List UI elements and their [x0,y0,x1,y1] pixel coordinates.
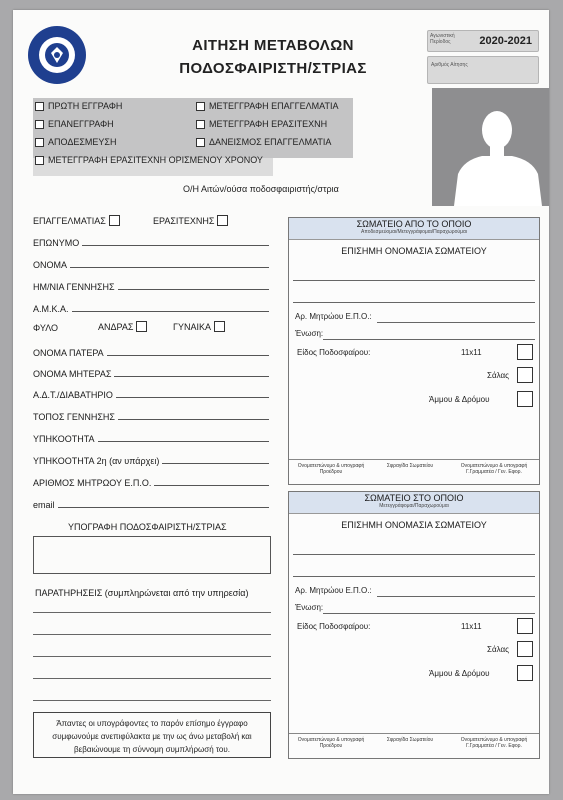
club-stamp-label: Σφραγίδα Σωματείου [386,737,434,743]
club-to-type-hall: Σάλας [487,645,509,654]
club-to-official-name-label: ΕΠΙΣΗΜΗ ΟΝΟΜΑΣΙΑ ΣΩΜΑΤΕΙΟΥ [341,520,487,530]
person-silhouette-icon [432,88,549,206]
field-line[interactable] [114,376,269,377]
amateur-label: ΕΡΑΣΙΤΕΧΝΗΣ [153,215,215,226]
club-to-field-type-label: Είδος Ποδοσφαίρου: [297,622,371,631]
club-from-name-line[interactable] [293,302,535,303]
club-from-registry-line[interactable] [377,322,535,323]
club-to-type-11x11: 11x11 [461,622,482,631]
secretary-signature-label: Ονοματεπώνυμο & υπογραφή Γ.Γραμματέα / Γεν. Εφορ. [460,463,528,475]
president-signature-label: Ονοματεπώνυμο & υπογραφή Προέδρου [297,737,365,749]
player-signature-box[interactable] [33,536,271,574]
field-line[interactable] [118,419,269,420]
club-from-name-line[interactable] [293,280,535,281]
club-to-registry-line[interactable] [377,596,535,597]
checkbox[interactable] [196,138,205,147]
field-line[interactable] [118,289,269,290]
club-from-subtitle: Αποδεσμεύομαι/Μετεγγράφομαι/Παραχωρούμαι [361,229,467,235]
club-from-header [289,218,539,240]
checkbox[interactable] [196,120,205,129]
club-from-field-type-label: Είδος Ποδοσφαίρου: [297,348,371,357]
checkbox[interactable] [35,138,44,147]
email-field[interactable] [33,498,269,510]
option-label: ΔΑΝΕΙΣΜΟΣ ΕΠΑΓΓΕΛΜΑΤΙΑ [209,137,332,147]
club-from-11x11-checkbox[interactable] [517,344,533,360]
father-name-field[interactable] [33,346,269,358]
field-label: ΥΠΗΚΟΟΤΗΤΑ 2η (αν υπάρχει) [33,456,160,466]
field-label: ΗΜ/ΝΙΑ ΓΕΝΝΗΣΗΣ [33,282,115,292]
club-from-type-sand: Άμμου & Δρόμου [429,395,490,404]
professional-label: ΕΠΑΓΓΕΛΜΑΤΙΑΣ [33,215,106,226]
field-label: email [33,500,55,510]
option-reregistration[interactable] [35,119,114,129]
id-passport-field[interactable] [33,388,269,400]
field-label: ΕΠΩΝΥΜΟ [33,238,80,248]
club-to-union-label: Ένωση: [295,603,324,612]
second-citizenship-field[interactable] [33,454,269,466]
season-value: 2020-2021 [479,35,532,47]
option-pro-transfer[interactable] [196,101,338,111]
club-from-signatures [289,460,539,484]
club-to-signatures [289,734,539,758]
club-to-sand-checkbox[interactable] [517,665,533,681]
name-field[interactable] [33,258,269,270]
club-to-subtitle: Μετεγγράφομαι/Παραχωρούμαι [379,503,449,509]
remarks-line[interactable] [33,678,271,679]
club-stamp-label: Σφραγίδα Σωματείου [386,463,434,469]
checkbox[interactable] [196,102,205,111]
club-to-name-line[interactable] [293,554,535,555]
type-label: 11x11 [461,348,482,357]
field-line[interactable] [58,507,269,508]
field-line[interactable] [82,245,269,246]
application-number-field[interactable] [427,56,539,84]
option-label: ΜΕΤΕΓΓΡΑΦΗ ΕΠΑΓΓΕΛΜΑΤΙΑ [209,101,339,111]
amateur-option[interactable] [153,215,228,226]
club-from-hall-checkbox[interactable] [517,367,533,383]
title-line-2: ΠΟΔΟΣΦΑΙΡΙΣΤΗ/ΣΤΡΙΑΣ [179,60,367,77]
club-from-registry-label: Αρ. Μητρώου Ε.Π.Ο.: [295,312,372,321]
club-to-type-sand: Άμμου & Δρόμου [429,669,490,678]
option-label: ΑΠΟΔΕΣΜΕΥΣΗ [48,137,117,147]
club-from-official-name-label: ΕΠΙΣΗΜΗ ΟΝΟΜΑΣΙΑ ΣΩΜΑΤΕΙΟΥ [341,246,487,256]
amateur-checkbox[interactable] [217,215,228,226]
field-line[interactable] [107,355,269,356]
form-title [153,34,393,80]
field-label: Α.Δ.Τ./ΔΙΑΒΑΤΗΡΙΟ [33,390,113,400]
field-label: ΤΟΠΟΣ ΓΕΝΝΗΣΗΣ [33,412,115,422]
club-from-union-line[interactable] [323,339,535,340]
professional-option[interactable] [33,215,120,226]
club-to-title: ΣΩΜΑΤΕΙΟ ΣΤΟ ΟΠΟΙΟ [364,493,464,503]
female-label: ΓΥΝΑΙΚΑ [173,321,211,332]
photo-placeholder[interactable] [432,88,549,206]
club-from-union-label: Ένωση: [295,329,324,338]
club-from-type-hall: Σάλας [487,371,509,380]
option-pro-loan[interactable] [196,137,331,147]
male-option[interactable] [98,321,147,332]
field-line[interactable] [162,463,269,464]
field-label: ΟΝΟΜΑ [33,260,68,270]
remarks-line[interactable] [33,656,271,657]
option-label: ΕΠΑΝΕΓΓΡΑΦΗ [48,119,114,129]
field-label: ΥΠΗΚΟΟΤΗΤΑ [33,434,95,444]
citizenship-field[interactable] [33,432,269,444]
applicant-subtitle: Ο/Η Αιτών/ούσα ποδοσφαιριστής/στρια [183,184,339,194]
female-option[interactable] [173,321,225,332]
hff-logo [27,25,87,85]
mother-name-field[interactable] [33,367,269,379]
birthplace-field[interactable] [33,410,269,422]
application-form [13,10,549,794]
birthdate-field[interactable] [33,280,269,292]
checkbox[interactable] [35,120,44,129]
gender-label: ΦΥΛΟ [33,323,59,333]
option-release[interactable] [35,137,116,147]
surname-field[interactable] [33,236,269,248]
female-checkbox[interactable] [214,321,225,332]
club-to-registry-label: Αρ. Μητρώου Ε.Π.Ο.: [295,586,372,595]
checkbox[interactable] [35,102,44,111]
club-to-11x11-checkbox[interactable] [517,618,533,634]
player-signature-title: ΥΠΟΓΡΑΦΗ ΠΟΔΟΣΦΑΙΡΙΣΤΗ/ΣΤΡΙΑΣ [68,522,227,532]
application-number-label: Αριθμός Αίτησης [431,62,468,68]
club-to-section [288,491,540,759]
field-line[interactable] [154,485,269,486]
remarks-line[interactable] [33,634,271,635]
club-from-title: ΣΩΜΑΤΕΙΟ ΑΠΟ ΤΟ ΟΠΟΙΟ [356,219,472,229]
option-label: ΜΕΤΕΓΓΡΑΦΗ ΕΡΑΣΙΤΕΧΝΗ ΟΡΙΣΜΕΝΟΥ ΧΡΟΝΟΥ [48,155,263,165]
field-label: Α.Μ.Κ.Α. [33,304,69,314]
title-line-1: ΑΙΤΗΣΗ ΜΕΤΑΒΟΛΩΝ [192,37,354,54]
club-from-type-11x11[interactable] [461,348,482,357]
option-fixed-term-transfer[interactable] [35,155,263,165]
checkbox[interactable] [35,156,44,165]
option-first-registration[interactable] [35,101,122,111]
season-box [427,30,539,52]
male-checkbox[interactable] [136,321,147,332]
field-label: ΑΡΙΘΜΟΣ ΜΗΤΡΩΟΥ Ε.Π.Ο. [33,478,152,488]
male-label: ΑΝΔΡΑΣ [98,321,134,332]
amka-field[interactable] [33,302,269,314]
field-line[interactable] [116,397,269,398]
field-label: ΟΝΟΜΑ ΜΗΤΕΡΑΣ [33,369,112,379]
option-label: ΜΕΤΕΓΓΡΑΦΗ ΕΡΑΣΙΤΕΧΝΗ [209,119,328,129]
secretary-signature-label: Ονοματεπώνυμο & υπογραφή Γ.Γραμματέα / Γεν. Εφορ. [460,737,528,749]
club-to-hall-checkbox[interactable] [517,641,533,657]
season-label: Αγωνιστική Περίοδος [430,33,455,45]
remarks-line[interactable] [33,612,271,613]
field-label: ΟΝΟΜΑ ΠΑΤΕΡΑ [33,348,104,358]
field-line[interactable] [72,311,269,312]
remarks-line[interactable] [33,700,271,701]
club-to-name-line[interactable] [293,576,535,577]
professional-checkbox[interactable] [109,215,120,226]
field-line[interactable] [98,441,269,442]
option-amateur-transfer[interactable] [196,119,327,129]
registry-number-field[interactable] [33,476,269,488]
agreement-notice: Άπαντες οι υπογράφοντες το παρόν επίσημο έγγραφο συμφωνούμε ανεπιφύλακτα με την ως άνω μεταβολή και βεβαιώνουμε τη σύννομη συμπλήρωσή του. [33,712,271,758]
field-line[interactable] [70,267,269,268]
president-signature-label: Ονοματεπώνυμο & υπογραφή Προέδρου [297,463,365,475]
club-from-section [288,217,540,485]
remarks-title: ΠΑΡΑΤΗΡΗΣΕΙΣ (συμπληρώνεται από την υπηρεσία) [35,588,249,598]
club-from-sand-checkbox[interactable] [517,391,533,407]
club-to-union-line[interactable] [323,613,535,614]
option-label: ΠΡΩΤΗ ΕΓΓΡΑΦΗ [48,101,123,111]
club-to-header [289,492,539,514]
